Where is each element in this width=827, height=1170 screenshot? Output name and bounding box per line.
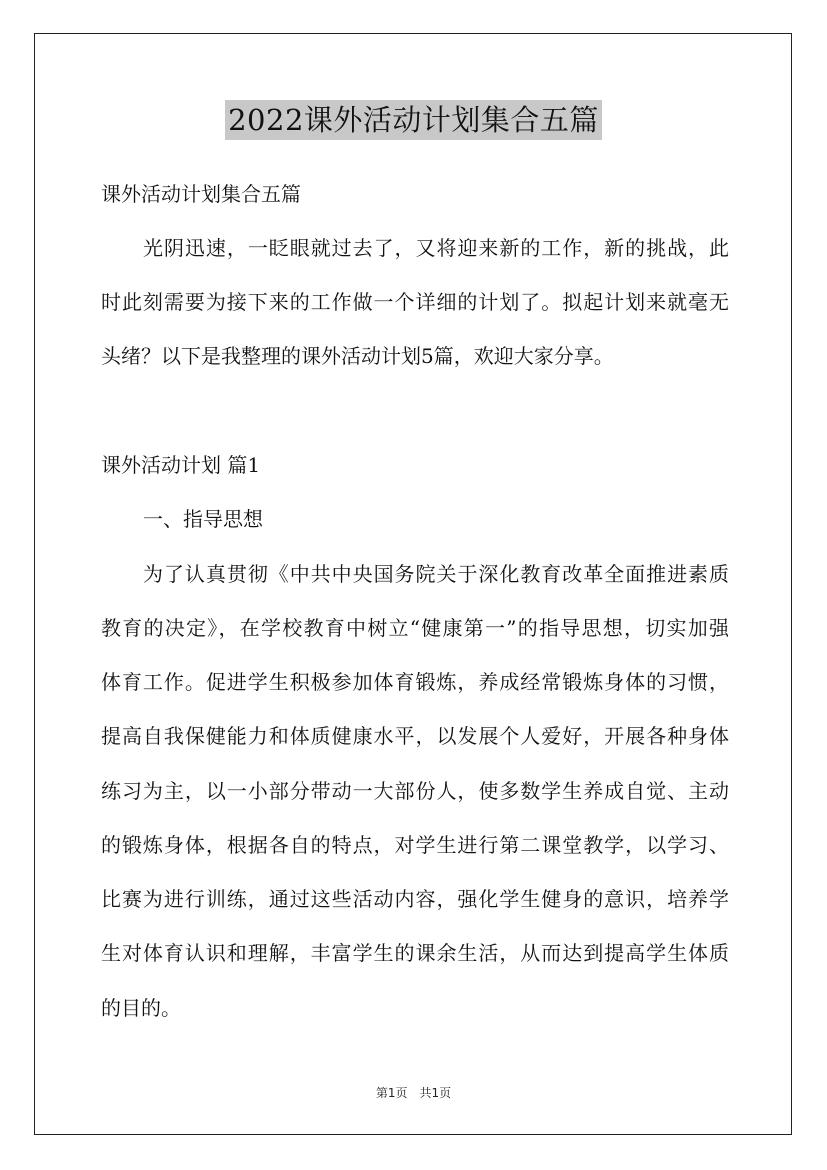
page-footer: 第1页 共1页 (375, 1086, 452, 1100)
section-heading: 课外活动计划 篇1 (101, 453, 261, 477)
intro-line: 头绪？以下是我整理的课外活动计划5篇，欢迎大家分享。 (101, 344, 614, 368)
body-line: 的目的。 (101, 996, 181, 1020)
document-title: 2022课外活动计划集合五篇 (225, 100, 602, 140)
intro-line: 时此刻需要为接下来的工作做一个详细的计划了。拟起计划来就毫无 (101, 290, 729, 314)
body-line: 的锻炼身体，根据各自的特点，对学生进行第二课堂教学，以学习、 (101, 833, 729, 857)
body-line: 比赛为进行训练，通过这些活动内容，强化学生健身的意识，培养学 (101, 887, 729, 911)
body-line: 教育的决定》，在学校教育中树立“健康第一”的指导思想，切实加强 (101, 616, 729, 640)
document-subtitle: 课外活动计划集合五篇 (101, 182, 301, 206)
subsection-heading: 一、指导思想 (143, 507, 263, 531)
body-line: 练习为主，以一小部分带动一大部份人，使多数学生养成自觉、主动 (101, 779, 729, 803)
intro-line: 光阴迅速，一眨眼就过去了，又将迎来新的工作，新的挑战，此 (143, 236, 729, 260)
body-line: 为了认真贯彻《中共中央国务院关于深化教育改革全面推进素质 (143, 562, 729, 586)
body-line: 生对体育认识和理解，丰富学生的课余生活，从而达到提高学生体质 (101, 941, 729, 965)
body-line: 提高自我保健能力和体质健康水平，以发展个人爱好，开展各种身体 (101, 724, 729, 748)
body-line: 体育工作。促进学生积极参加体育锻炼，养成经常锻炼身体的习惯， (101, 670, 729, 694)
document-title-container (0, 100, 827, 140)
